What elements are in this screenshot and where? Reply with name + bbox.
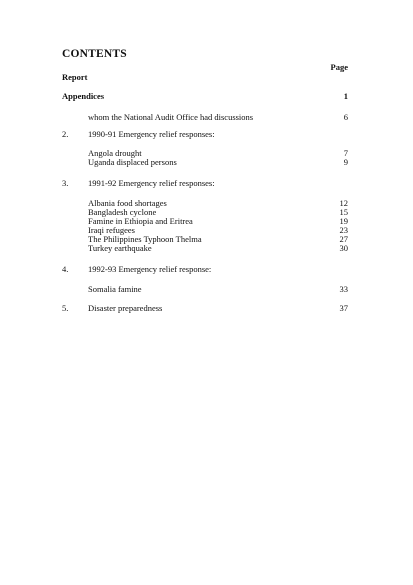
toc-row-title: Uganda displaced persons (88, 157, 177, 167)
toc-row-page: 19 (339, 216, 348, 226)
toc-row-page: 33 (339, 284, 348, 294)
report-heading: Report (62, 72, 88, 82)
toc-row (62, 112, 348, 122)
contents-title: CONTENTS (62, 48, 127, 60)
toc-row-page: 30 (339, 243, 348, 253)
toc-row-title: 1992-93 Emergency relief response: (88, 264, 212, 274)
toc-row-page: 27 (339, 234, 348, 244)
toc-row (62, 129, 348, 139)
toc-row-title: whom the National Audit Office had discussions (88, 112, 254, 122)
toc-row-title: The Philippines Typhoon Thelma (88, 234, 202, 244)
toc-row-page: 23 (339, 225, 348, 235)
toc-row-title: Angola drought (88, 148, 142, 158)
toc-row-number: 2. (62, 129, 69, 139)
page-column-heading: Page (330, 62, 348, 72)
toc-row-title: Somalia famine (88, 284, 142, 294)
toc-row-page: 37 (339, 303, 348, 313)
toc-row-title: 1991-92 Emergency relief responses: (88, 178, 215, 188)
toc-row (62, 178, 348, 188)
toc-row-page: 12 (339, 198, 348, 208)
toc-row-title: Disaster preparedness (88, 303, 163, 313)
toc-row-number: 5. (62, 303, 69, 313)
toc-row-title: Bangladesh cyclone (88, 207, 157, 217)
toc-row (62, 284, 348, 294)
toc-row-page: 15 (339, 207, 348, 217)
toc-row-title: Turkey earthquake (88, 243, 152, 253)
toc-row (62, 303, 348, 313)
toc-row (62, 91, 348, 101)
toc-row-number: 4. (62, 264, 69, 274)
toc-row-number: 3. (62, 178, 69, 188)
toc-row-page: 9 (343, 157, 348, 167)
toc-row-title: Albania food shortages (88, 198, 167, 208)
toc-row-title: Appendices (62, 91, 105, 101)
toc-row-page: 6 (343, 112, 348, 122)
toc-row-title: Famine in Ethiopia and Eritrea (88, 216, 193, 226)
toc-row-title: Iraqi refugees (88, 225, 135, 235)
toc-row (62, 264, 348, 274)
toc-row (62, 157, 348, 167)
toc-row-page: 7 (343, 148, 348, 158)
toc-row-title: 1990-91 Emergency relief responses: (88, 129, 215, 139)
toc-row (62, 243, 348, 253)
toc-row-page: 1 (343, 91, 348, 101)
